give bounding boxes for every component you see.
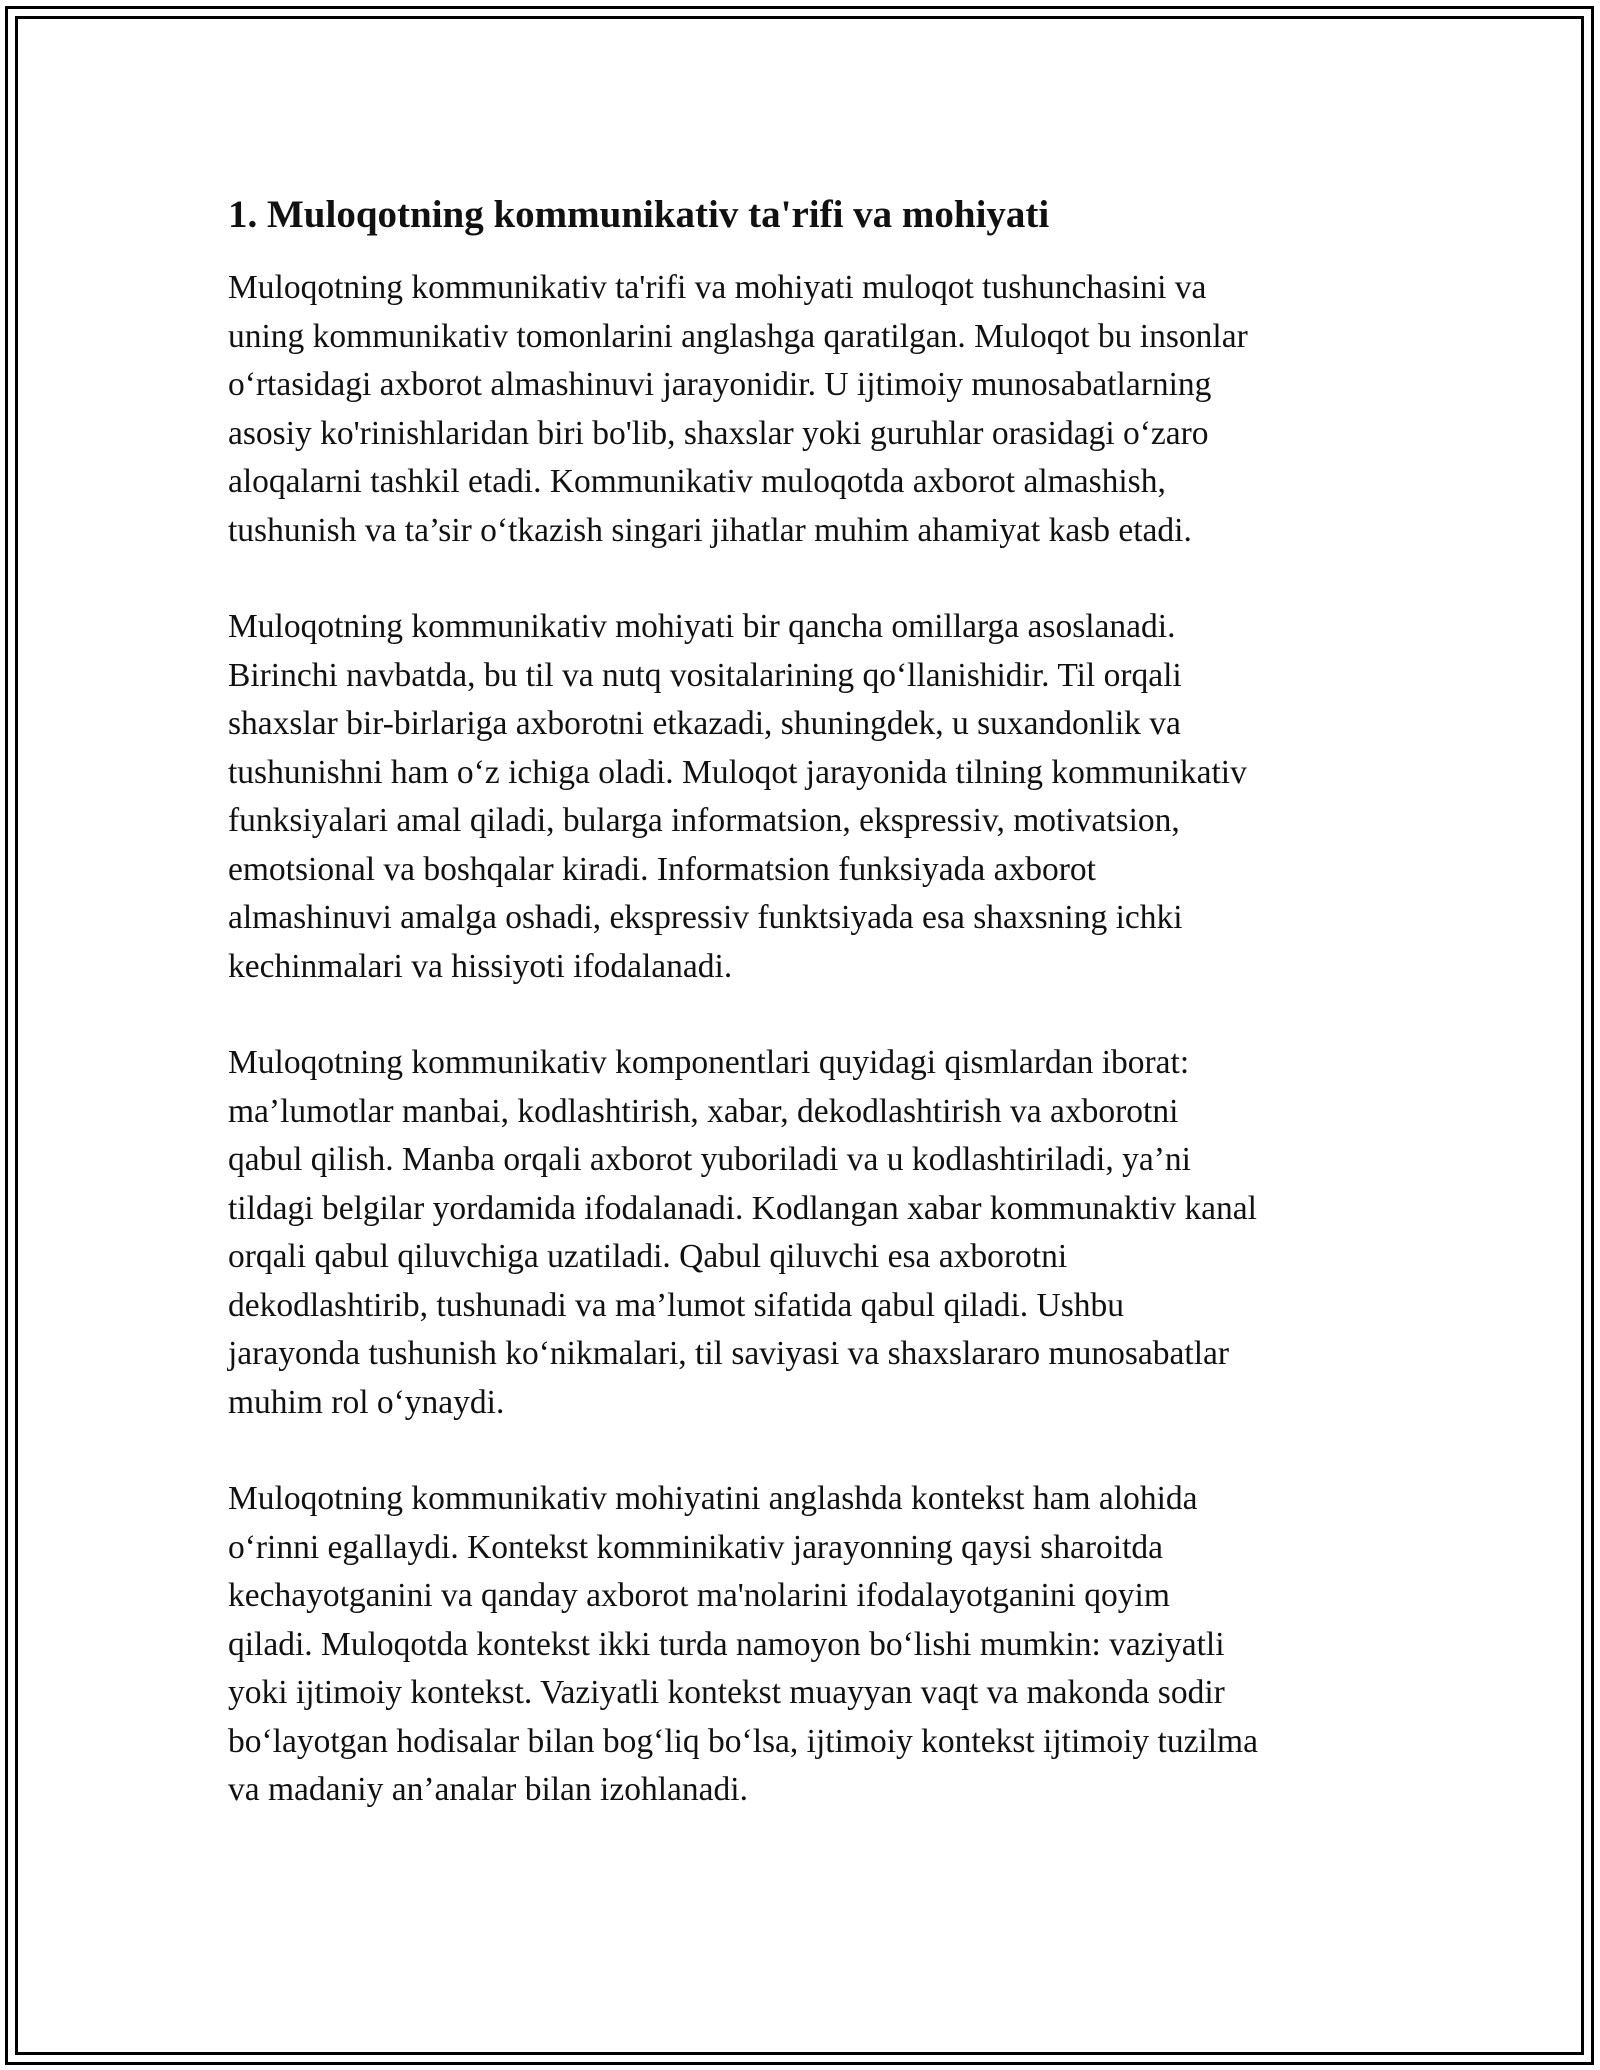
paragraph-4 <box>228 1475 1378 1815</box>
text-line: tushunish va ta’sir o‘tkazish singari jihatlar muhim ahamiyat kasb etadi. <box>228 511 1192 549</box>
text-line: o‘rinni egallaydi. Kontekst komminikativ jarayonning qaysi sharoitda <box>228 1528 1164 1566</box>
text-line: emotsional va boshqalar kiradi. Informatsion funksiyada axborot <box>228 850 1096 888</box>
text-line: kechinmalari va hissiyoti ifodalanadi. <box>228 947 733 985</box>
text-line: jarayonda tushunish ko‘nikmalari, til saviyasi va shaxslararo munosabatlar <box>228 1335 1230 1372</box>
paragraph-3 <box>228 1039 1378 1427</box>
text-line: funksiyalari amal qiladi, bularga informatsion, ekspressiv, motivatsion, <box>228 802 1180 839</box>
paragraph-2 <box>228 603 1378 991</box>
paragraph-1 <box>228 264 1378 555</box>
text-line: aloqalarni tashkil etadi. Kommunikativ muloqotda axborot almashish, <box>228 463 1166 500</box>
text-line: va madaniy an’analar bilan izohlanadi. <box>228 1771 748 1808</box>
text-line: Birinchi navbatda, bu til va nutq vositalarining qo‘llanishidir. Til orqali <box>228 656 1182 694</box>
text-line: Muloqotning kommunikativ mohiyatini anglashda kontekst ham alohida <box>228 1480 1198 1517</box>
document-body <box>228 186 1378 1863</box>
text-line: qiladi. Muloqotda kontekst ikki turda namoyon bo‘lishi mumkin: vaziyatli <box>228 1625 1225 1663</box>
text-line: ma’lumotlar manbai, kodlashtirish, xabar, dekodlashtirish va axborotni <box>228 1092 1179 1130</box>
text-line: kechayotganini va qanday axborot ma'nolarini ifodalayotganini qoyim <box>228 1577 1170 1614</box>
text-line: yoki ijtimoiy kontekst. Vaziyatli kontekst muayyan vaqt va makonda sodir <box>228 1674 1225 1711</box>
text-line: dekodlashtirib, tushunadi va ma’lumot sifatida qabul qiladi. Ushbu <box>228 1286 1124 1324</box>
text-line: tushunishni ham o‘z ichiga oladi. Muloqot jarayonida tilning kommunikativ <box>228 753 1247 791</box>
section-title: 1. Muloqotning kommunikativ ta'rifi va mohiyati <box>228 193 1050 236</box>
text-line: orqali qabul qiluvchiga uzatiladi. Qabul qiluvchi esa axborotni <box>228 1238 1068 1275</box>
text-line: muhim rol o‘ynaydi. <box>228 1383 505 1421</box>
text-line: almashinuvi amalga oshadi, ekspressiv funktsiyada esa shaxsning ichki <box>228 899 1183 936</box>
text-line: o‘rtasidagi axborot almashinuvi jarayonidir. U ijtimoiy munosabatlarning <box>228 366 1212 403</box>
text-line: bo‘layotgan hodisalar bilan bog‘liq bo‘lsa, ijtimoiy kontekst ijtimoiy tuzilma <box>228 1722 1258 1760</box>
text-line: Muloqotning kommunikativ mohiyati bir qancha omillarga asoslanadi. <box>228 608 1176 645</box>
text-line: tildagi belgilar yordamida ifodalanadi. Kodlangan xabar kommunaktiv kanal <box>228 1189 1257 1227</box>
text-line: asosiy ko'rinishlaridan biri bo'lib, shaxslar yoki guruhlar orasidagi o‘zaro <box>228 414 1209 452</box>
text-line: uning kommunikativ tomonlarini anglashga qaratilgan. Muloqot bu insonlar <box>228 317 1248 355</box>
text-line: Muloqotning kommunikativ komponentlari quyidagi qismlardan iborat: <box>228 1044 1190 1081</box>
text-line: shaxslar bir-birlariga axborotni etkazadi, shuningdek, u suxandonlik va <box>228 705 1181 742</box>
text-line: Muloqotning kommunikativ ta'rifi va mohiyati muloqot tushunchasini va <box>228 269 1207 306</box>
text-line: qabul qilish. Manba orqali axborot yuboriladi va u kodlashtiriladi, ya’ni <box>228 1141 1191 1178</box>
